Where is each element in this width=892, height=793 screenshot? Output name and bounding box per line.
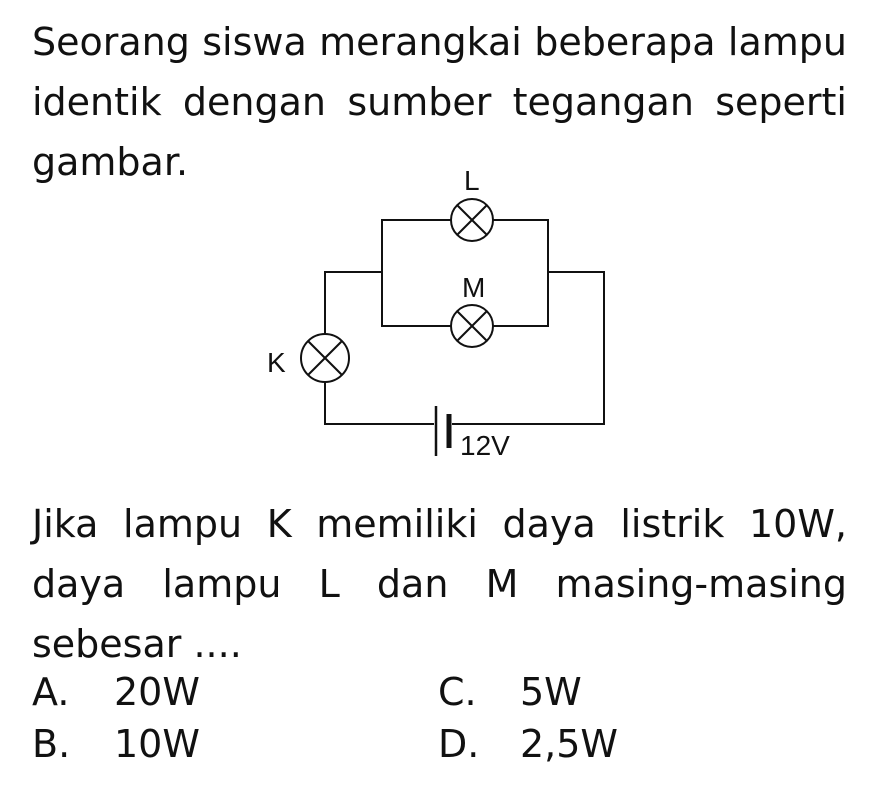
prompt-line-2: daya lampu L dan M masing-masing — [32, 562, 847, 606]
wire-left — [325, 272, 382, 334]
battery-symbol — [436, 406, 449, 456]
option-b-letter: B. — [32, 722, 71, 766]
lamp-m-label: M — [462, 272, 486, 303]
prompt-line-3: sebesar .... — [32, 622, 242, 666]
option-d-letter: D. — [438, 722, 480, 766]
lamp-k-label: K — [267, 347, 286, 378]
lamp-l-icon — [451, 199, 493, 241]
prompt-line-1: Jika lampu K memiliki daya listrik 10W, — [32, 502, 847, 546]
circuit-diagram — [250, 160, 630, 480]
question-prompt — [32, 494, 847, 674]
wire-left-lower — [325, 382, 434, 424]
option-d-text: 2,5W — [520, 722, 619, 766]
option-c[interactable] — [438, 670, 582, 714]
option-d[interactable] — [438, 722, 618, 766]
option-a-text: 20W — [114, 670, 200, 714]
option-c-text: 5W — [520, 670, 582, 714]
option-a-letter: A. — [32, 670, 70, 714]
lamp-l-label: L — [464, 165, 480, 196]
battery-voltage-label: 12V — [460, 430, 510, 461]
option-b[interactable] — [32, 722, 200, 766]
option-b-text: 10W — [114, 722, 200, 766]
intro-line-3: gambar. — [32, 140, 189, 184]
lamp-k-icon — [301, 334, 349, 382]
lamp-m-icon — [451, 305, 493, 347]
intro-line-2: identik dengan sumber tegangan seperti — [32, 80, 847, 124]
option-c-letter: C. — [438, 670, 477, 714]
intro-line-1: Seorang siswa merangkai beberapa lampu — [32, 20, 847, 64]
option-a[interactable] — [32, 670, 200, 714]
